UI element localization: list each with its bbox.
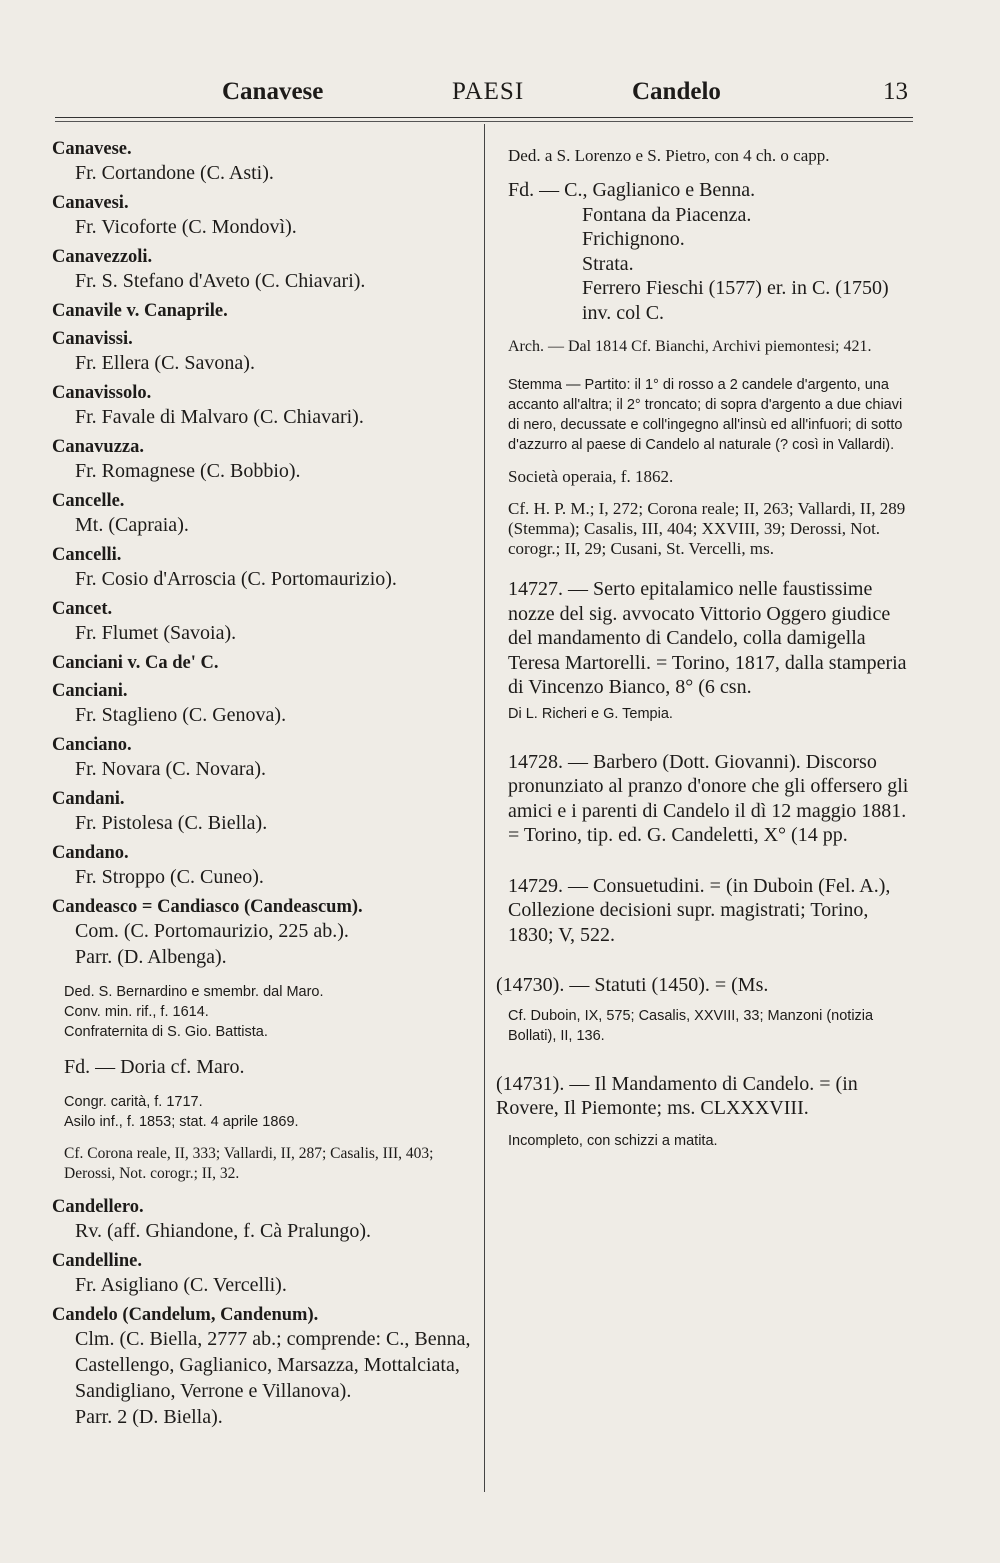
header-left-word: Canavese: [222, 78, 324, 105]
entry: [52, 544, 472, 592]
entry-line: Fr. Vicoforte (C. Mondovì).: [75, 216, 297, 238]
entry: [52, 300, 472, 322]
entry-headword: Cancelle.: [52, 491, 125, 511]
entry-line: Parr. (D. Albenga).: [75, 946, 227, 968]
entry-candeasco: [52, 896, 472, 1184]
entry-headword: Candellero.: [52, 1197, 144, 1217]
entry-headword: Canavile v. Canaprile.: [52, 301, 228, 321]
entry-line: Fr. Novara (C. Novara).: [75, 758, 267, 780]
entry-line: Fr. Favale di Malvaro (C. Chiavari).: [75, 406, 364, 428]
entry: [52, 680, 472, 728]
society-note: Società operaia, f. 1862.: [508, 467, 674, 486]
entry-headword: Candano.: [52, 843, 129, 863]
entry-headword: Candelline.: [52, 1251, 142, 1271]
entry-note: Confraternita di S. Gio. Battista.: [64, 1024, 268, 1040]
entry-line: Fr. Ellera (C. Savona).: [75, 352, 255, 374]
record-14728: 14728. — Barbero (Dott. Giovanni). Discorso pronunziato al pranzo d'onore che gli offersero gli amici e i parenti di Candelo il dì 12 maggio 1881. = Torino, tip. ed. G. Candeletti, X° (14 pp.: [508, 750, 909, 846]
entry-candelo: [52, 1304, 472, 1430]
entry-line: Fr. S. Stefano d'Aveto (C. Chiavari).: [75, 270, 366, 292]
entry-headword: Candeasco = Candiasco (Candeascum).: [52, 897, 363, 917]
entry-line: Fd. — Doria cf. Maro.: [64, 1056, 245, 1078]
feud-line: Fontana da Piacenza.: [582, 203, 752, 226]
entry-note: Ded. S. Bernardino e smembr. dal Maro.: [64, 984, 324, 1000]
entry-headword: Canciani.: [52, 681, 128, 701]
dedication: Ded. a S. Lorenzo e S. Pietro, con 4 ch. o capp.: [508, 146, 830, 165]
entry: [52, 138, 472, 186]
feud-line: Frichignono.: [582, 228, 685, 250]
entry: [52, 842, 472, 890]
record-note: Incompleto, con schizzi a matita.: [508, 1132, 718, 1149]
record-14730: (14730). — Statuti (1450). = (Ms.: [496, 974, 769, 996]
entry-headword: Canciano.: [52, 735, 132, 755]
entry: [52, 1196, 472, 1244]
running-header: [0, 72, 1000, 112]
entry-headword: Canavezzoli.: [52, 247, 153, 267]
entry: [52, 192, 472, 240]
entry-line: Fr. Staglieno (C. Genova).: [75, 704, 287, 726]
entry-note: Conv. min. rif., f. 1614.: [64, 1004, 209, 1020]
entry-headword: Canavuzza.: [52, 437, 144, 457]
header-rule: [55, 117, 913, 118]
entry-note: Congr. carità, f. 1717.: [64, 1094, 203, 1110]
entry-line: Fr. Cortandone (C. Asti).: [75, 162, 274, 184]
citation: Cf. H. P. M.; I, 272; Corona reale; II, 263; Vallardi, II, 289 (Stemma); Casalis, III, 404; XXVIII, 39; Derossi, Not. corogr.; II, 29; Cusani, St. Vercelli, ms.: [508, 499, 906, 558]
entry-line: Fr. Pistolesa (C. Biella).: [75, 812, 268, 834]
entry-note: Asilo inf., f. 1853; stat. 4 aprile 1869.: [64, 1114, 299, 1130]
entry-line: Fr. Cosio d'Arroscia (C. Portomaurizio).: [75, 568, 397, 590]
entry-headword: Canciani v. Ca de' C.: [52, 653, 219, 673]
entry-line: Fr. Flumet (Savoia).: [75, 622, 237, 644]
record-note: Cf. Duboin, IX, 575; Casalis, XXVIII, 33; Manzoni (notizia Bollati), II, 136.: [508, 1007, 874, 1044]
record-note: Di L. Richeri e G. Tempia.: [508, 705, 673, 722]
coat-of-arms: Stemma — Partito: il 1° di rosso a 2 candele d'argento, una accanto all'altra; il 2° troncato; di sopra d'argento a due chiavi di nero, decussate e coll'ingegno all'insù ed all'infuori; di sotto d'azzurro al paese di Candelo al naturale (? così in Vallardi).: [508, 377, 903, 453]
entry-line: Fr. Romagnese (C. Bobbio).: [75, 460, 301, 482]
header-section: PAESI: [452, 78, 525, 105]
entry-headword: Candani.: [52, 789, 125, 809]
record-14727: 14727. — Serto epitalamico nelle faustissime nozze del sig. avvocato Vittorio Oggero giudice del mandamento di Candelo, colla damigella Teresa Martorelli. = Torino, 1817, dalla stamperia di Vincenzo Bianco, 8° (6 csn.: [508, 578, 907, 698]
archive-note: Arch. — Dal 1814 Cf. Bianchi, Archivi piemontesi; 421.: [508, 338, 872, 355]
feud-line: Strata.: [582, 252, 634, 275]
entry: [52, 598, 472, 646]
entry-line: Parr. 2 (D. Biella).: [75, 1406, 223, 1428]
left-column: [52, 138, 472, 1436]
feud-line: Fd. — C., Gaglianico e Benna.: [508, 179, 756, 201]
entry-headword: Cancet.: [52, 599, 113, 619]
entry-headword: Canavesi.: [52, 193, 129, 213]
entry: [52, 788, 472, 836]
header-right-word: Candelo: [632, 78, 721, 105]
entry: [52, 328, 472, 376]
page-number: 13: [883, 78, 908, 105]
entry-headword: Canavissi.: [52, 329, 133, 349]
entry: [52, 246, 472, 294]
feud-line: Ferrero Fieschi (1577) er. in C. (1750) inv. col C.: [582, 277, 889, 324]
entry-line: Clm. (C. Biella, 2777 ab.; comprende: C., Benna, Castellengo, Gaglianico, Marsazza, Mottalciata, Sandigliano, Verrone e Villanova).: [75, 1328, 471, 1402]
column-divider: [484, 124, 485, 1492]
entry-line: Fr. Stroppo (C. Cuneo).: [75, 866, 264, 888]
entry: [52, 382, 472, 430]
record-14731: (14731). — Il Mandamento di Candelo. = (in Rovere, Il Piemonte; ms. CLXXXVIII.: [496, 1072, 858, 1119]
entry: [52, 490, 472, 538]
entry-line: Mt. (Capraia).: [75, 514, 189, 536]
entry-line: Com. (C. Portomaurizio, 225 ab.).: [75, 920, 349, 942]
header-rule-thin: [55, 121, 913, 122]
entry-headword: Candelo (Candelum, Candenum).: [52, 1305, 319, 1325]
record-14729: 14729. — Consuetudini. = (in Duboin (Fel. A.), Collezione decisioni supr. magistrati; Torino, 1830; V, 522.: [508, 874, 891, 946]
entry-citation: Cf. Corona reale, II, 333; Vallardi, II, 287; Casalis, III, 403; Derossi, Not. corogr.; II, 32.: [64, 1145, 434, 1182]
entry-line: Rv. (aff. Ghiandone, f. Cà Pralungo).: [75, 1220, 372, 1242]
entry: [52, 652, 472, 674]
entry-line: Fr. Asigliano (C. Vercelli).: [75, 1274, 287, 1296]
entry-headword: Cancelli.: [52, 545, 122, 565]
entry: [52, 1250, 472, 1298]
entry-headword: Canavissolo.: [52, 383, 152, 403]
entry-headword: Canavese.: [52, 139, 132, 159]
entry: [52, 734, 472, 782]
entry: [52, 436, 472, 484]
right-column: [496, 145, 914, 1151]
